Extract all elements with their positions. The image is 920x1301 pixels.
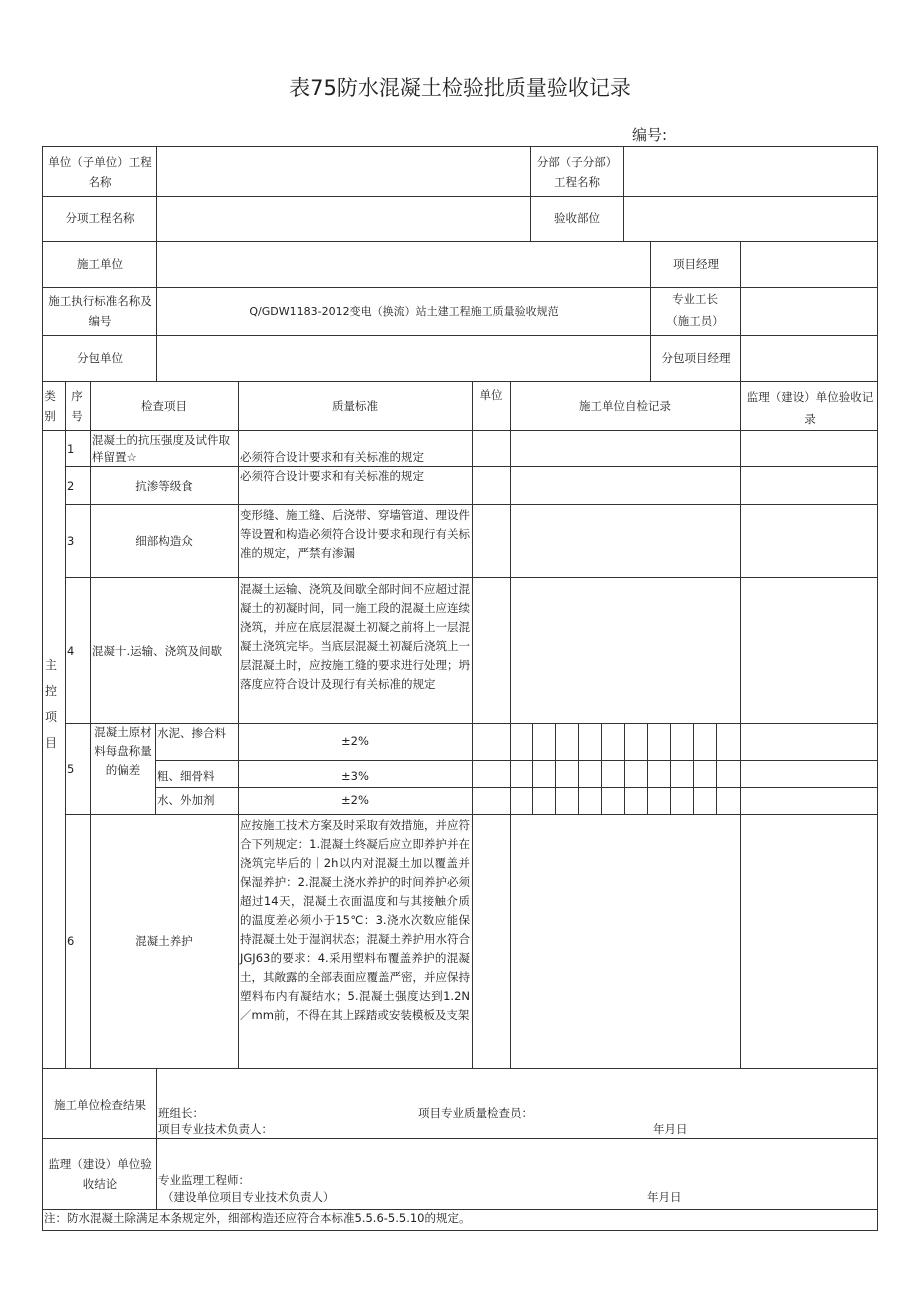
- code-label: 编号:: [632, 126, 668, 144]
- subcontract-label: 分包单位: [77, 351, 123, 365]
- row-5-sub-3-value: ±2%: [341, 793, 369, 807]
- supervisor-label: 专业监理工程师：: [158, 1173, 250, 1187]
- row-2-item: 抗渗等级食: [135, 479, 193, 493]
- row-6-no: 6: [67, 934, 75, 948]
- subcontract-manager-label: 分包项目经理: [661, 351, 731, 365]
- row-3-standard: 变形缝、施工缝、后浇带、穿墙管道、理设件等设置和构造必须符合设计要求和现行有关标准的规定，严禁有渗漏: [240, 508, 470, 560]
- row-5-sub-1-value: ±2%: [341, 734, 369, 748]
- row-2-no: 2: [67, 479, 75, 493]
- accept-part-label: 验收部位: [554, 211, 600, 225]
- row-4-standard: 混凝土运输、浇筑及间歇全部时间不应超过混凝土的初凝时间，同一施工段的混凝土应连续浇筑，并应在底层混凝土初凝之前将上一层混凝土浇筑完毕。当底层混凝土初凝后浇筑上一层混凝土时，应按施工缝的要求进行处理；坍落度应符合设计及现行有关标准的规定: [240, 582, 470, 691]
- construct-unit-label: 施工单位: [77, 257, 123, 271]
- col-seq: 序号: [71, 389, 83, 423]
- col-quality-standard: 质量标准: [332, 399, 378, 413]
- category-main-control: 主控项目: [44, 658, 57, 750]
- row-6-standard: 应按施工技术方案及时采取有效措施，并应符合下列规定：1.混凝土终凝后应立即养护并在浇筑完毕后的｜2h以内对混凝土加以覆盖并保湿养护：2.混凝土浇水养护的时间养护必须超过14天，混凝土衣面温度和与其接触介质的温度差必须小于15℃：3.浇水次数应能保持混凝土处于湿润状态；混凝土养护用水符合JGJ63的要求：4.采用塑料布覆盖养护的混凝土，其敞露的全部表面应覆盖严密，并应保持塑料布内有凝结水；5.混凝土强度达到1.2N／mm前，不得在其上踩踏或安装模板及支架: [240, 818, 470, 1022]
- row-2-standard: 必须符合设计要求和有关标准的规定: [240, 469, 424, 483]
- date-1: 年月日: [653, 1122, 688, 1136]
- row-5-item: 混凝土原材料每盘称量的偏差: [94, 725, 152, 777]
- row-5-sub-2-name: 粗、细骨料: [157, 769, 215, 783]
- row-3-no: 3: [67, 534, 75, 548]
- row-5-no: 5: [67, 762, 75, 776]
- date-2: 年月日: [647, 1190, 682, 1204]
- col-unit: 单位: [479, 388, 503, 402]
- team-leader-label: 班组长：: [158, 1106, 204, 1120]
- row-5-sub-3-name: 水、外加剂: [157, 793, 215, 807]
- tech-leader-label: 项目专业技术负责人：: [158, 1122, 273, 1136]
- sub-dept-label: 分部（子分部）工程名称: [536, 155, 618, 189]
- row-1-no: 1: [67, 442, 75, 456]
- owner-tech-label: （建设单位项目专业技术负责人）: [162, 1190, 335, 1204]
- row-4-item: 混凝十.运输、浇筑及间歇: [92, 644, 223, 658]
- construct-result-label: 施工单位检查结果: [54, 1098, 146, 1112]
- col-self-check: 施工单位自检记录: [579, 399, 671, 413]
- row-4-no: 4: [67, 644, 75, 658]
- foreman-label: 专业工长（施工员）: [666, 292, 724, 328]
- col-supervision: 监理（建设）单位验收记录: [746, 390, 874, 426]
- quality-inspector-label: 项目专业质量检查员：: [418, 1106, 533, 1120]
- project-manager-label: 项目经理: [673, 257, 719, 271]
- unit-project-label: 单位（子单位）工程名称: [48, 155, 152, 189]
- row-6-item: 混凝土养护: [135, 934, 193, 948]
- footnote: 注：防水混凝土除满足本条规定外，细部构造还应符合本标准5.5.6-5.5.10的规定。: [44, 1211, 471, 1225]
- col-check-item: 检查项目: [141, 399, 187, 413]
- sub-item-label: 分项工程名称: [65, 211, 135, 225]
- row-1-standard: 必须符合设计要求和有关标准的规定: [240, 450, 424, 464]
- standard-value: Q/GDW1183-2012变电（换流）站土建工程施工质量验收规范: [249, 305, 559, 318]
- row-3-item: 细部构造众: [135, 534, 193, 548]
- page-title: 表75防水混凝土检验批质量验收记录: [289, 76, 631, 100]
- row-5-sub-2-value: ±3%: [341, 769, 369, 783]
- supervision-conclusion-label: 监理（建设）单位验收结论: [48, 1157, 152, 1191]
- row-5-sub-1-name: 水泥、掺合料: [157, 726, 226, 740]
- row-1-item: 混凝土的抗压强度及试件取样留置☆: [92, 433, 230, 464]
- standard-label: 施工执行标准名称及编号: [48, 294, 152, 328]
- col-category: 类别: [44, 389, 56, 423]
